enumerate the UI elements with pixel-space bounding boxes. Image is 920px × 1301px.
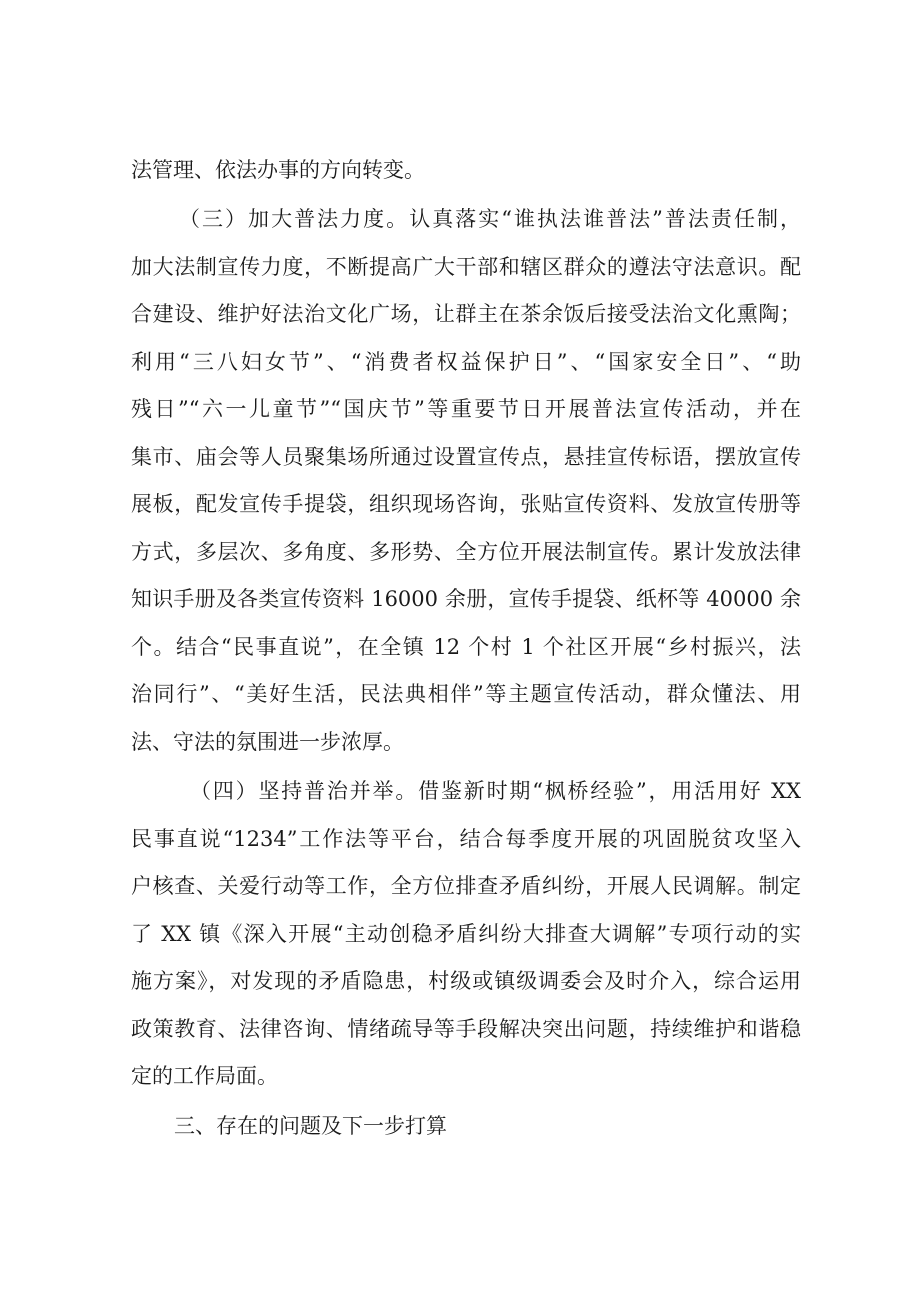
paragraph-line: 展板，配发宣传手提袋，组织现场咨询，张贴宣传资料、发放宣传册等 xyxy=(131,492,801,516)
paragraph-line: 方式，多层次、多角度、多形势、全方位开展法制宣传。累计发放法律 xyxy=(131,540,801,564)
paragraph-line: 个。结合“民事直说”，在全镇 12 个村 1 个社区开展“乡村振兴，法 xyxy=(131,635,801,659)
paragraph-line: 法管理、依法办事的方向转变。 xyxy=(131,158,425,182)
paragraph-line: 户核查、关爱行动等工作，全方位排查矛盾纠纷，开展人民调解。制定 xyxy=(131,874,801,898)
paragraph-line: 了 XX 镇《深入开展“主动创稳矛盾纠纷大排查大调解”专项行动的实 xyxy=(131,922,801,946)
paragraph-line: 治同行”、“美好生活，民法典相伴”等主题宣传活动，群众懂法、用 xyxy=(131,682,801,706)
paragraph-line: （四）坚持普治并举。借鉴新时期“枫桥经验”，用活用好 XX xyxy=(190,779,801,803)
paragraph-line: 集市、庙会等人员聚集场所通过设置宣传点，悬挂宣传标语，摆放宣传 xyxy=(131,445,801,469)
section-heading: 三、存在的问题及下一步打算 xyxy=(174,1114,447,1138)
paragraph-line: 合建设、维护好法治文化广场，让群主在茶余饭后接受法治文化熏陶； xyxy=(131,302,801,326)
paragraph-line: 加大法制宣传力度，不断提高广大干部和辖区群众的遵法守法意识。配 xyxy=(131,255,801,279)
paragraph-line: 利用“三八妇女节”、“消费者权益保护日”、“国家安全日”、“助 xyxy=(131,350,801,374)
paragraph-line: 民事直说“1234”工作法等平台，结合每季度开展的巩固脱贫攻坚入 xyxy=(131,827,801,851)
paragraph-line: 施方案》，对发现的矛盾隐患，村级或镇级调委会及时介入，综合运用 xyxy=(131,969,801,993)
paragraph-line: （三）加大普法力度。认真落实“谁执法谁普法”普法责任制， xyxy=(179,207,801,231)
paragraph-line: 定的工作局面。 xyxy=(131,1064,278,1088)
paragraph-line: 法、守法的氛围进一步浓厚。 xyxy=(131,730,404,754)
paragraph-line: 知识手册及各类宣传资料 16000 余册，宣传手提袋、纸杯等 40000 余 xyxy=(131,587,801,611)
paragraph-line: 政策教育、法律咨询、情绪疏导等手段解决突出问题，持续维护和谐稳 xyxy=(131,1017,801,1041)
paragraph-line: 残日”“六一儿童节”“国庆节”等重要节日开展普法宣传活动，并在 xyxy=(131,397,801,421)
